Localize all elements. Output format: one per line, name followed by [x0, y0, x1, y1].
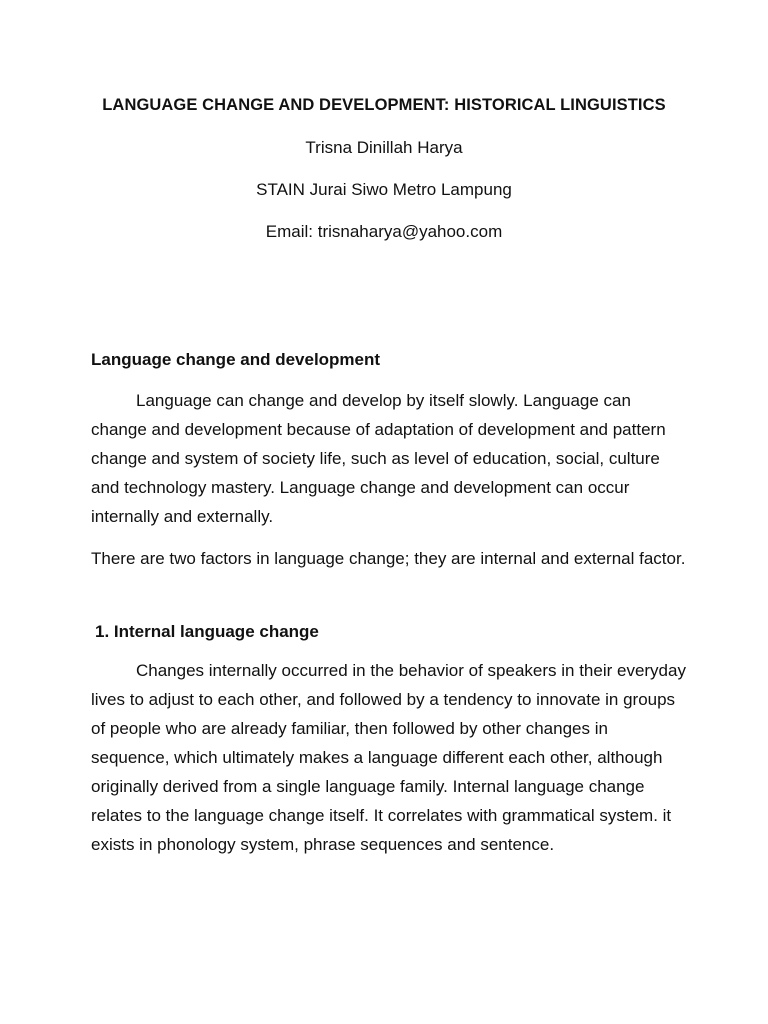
paragraph-two-factors: There are two factors in language change; they are internal and external factor.	[91, 549, 686, 568]
author-name: Trisna Dinillah Harya	[305, 138, 463, 157]
section-heading-language-change: Language change and development	[91, 350, 381, 369]
author-affiliation: STAIN Jurai Siwo Metro Lampung	[256, 180, 512, 199]
paragraph-language-change: Language can change and develop by itself slowly. Language can change and development because of adaptation of development and pattern change and system of society life, such as level of education, social, culture and technology mastery. Language change and development can occur internally and externally.	[91, 391, 666, 526]
document-title: LANGUAGE CHANGE AND DEVELOPMENT: HISTORICAL LINGUISTICS	[102, 96, 666, 114]
section-heading-internal-change: 1. Internal language change	[95, 622, 319, 641]
author-email: Email: trisnaharya@yahoo.com	[265, 222, 503, 241]
paragraph-internal-change: Changes internally occurred in the behavior of speakers in their everyday lives to adjust to each other, and followed by a tendency to innovate in groups of people who are already familiar, then followed by other changes in sequence, which ultimately makes a language different each other, although originally derived from a single language family. Internal language change relates to the language change itself. It correlates with grammatical system. it exists in phonology system, phrase sequences and sentence.	[91, 661, 686, 854]
